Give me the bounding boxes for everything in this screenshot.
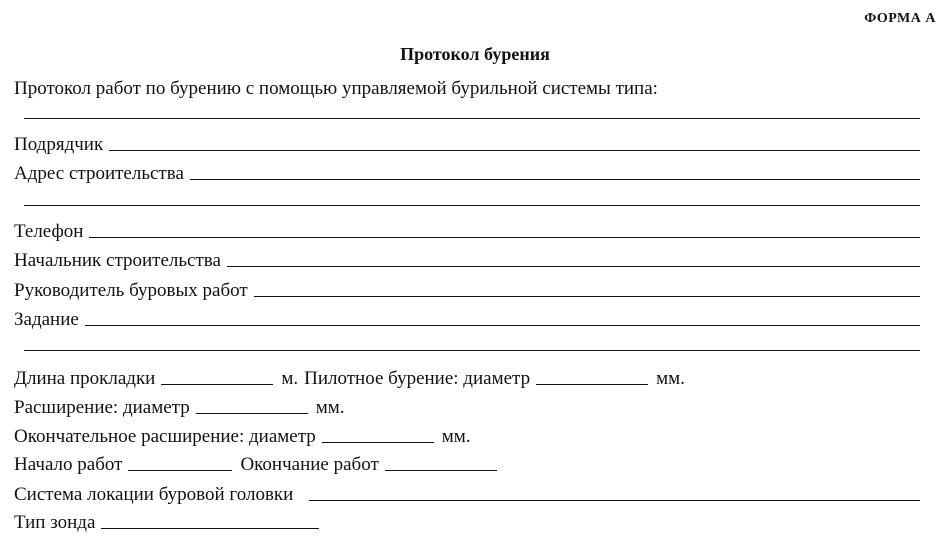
form-label: ФОРМА А	[864, 11, 936, 26]
task-field[interactable]	[85, 325, 920, 326]
unit-mm-label-2: мм.	[315, 397, 345, 418]
task-label: Задание	[14, 309, 79, 330]
site-address-row	[14, 159, 920, 185]
site-address-extra-line[interactable]	[24, 205, 920, 206]
final-reaming-row	[14, 422, 920, 448]
final-reaming-diameter-field[interactable]	[322, 442, 434, 443]
unit-mm-label-1: мм.	[656, 368, 685, 389]
pilot-diameter-field[interactable]	[536, 384, 648, 385]
site-manager-row	[14, 246, 920, 272]
drilling-manager-label: Руководитель буровых работ	[14, 280, 248, 301]
phone-row	[14, 217, 920, 243]
contractor-field[interactable]	[109, 150, 920, 151]
phone-label: Телефон	[14, 221, 84, 242]
work-dates-row	[14, 450, 920, 476]
contractor-label: Подрядчик	[14, 134, 104, 155]
intro-text: Протокол работ по бурению с помощью управляемой бурильной системы типа:	[14, 78, 658, 99]
drilling-manager-field[interactable]	[254, 296, 920, 297]
unit-m-label: м.	[281, 368, 299, 389]
reaming-row	[14, 393, 920, 419]
probe-type-row	[14, 508, 920, 534]
locating-system-field[interactable]	[309, 500, 920, 501]
contractor-row	[14, 130, 920, 156]
document-title: Протокол бурения	[400, 44, 550, 64]
probe-type-field[interactable]	[101, 528, 319, 529]
intro-blank-line[interactable]	[24, 118, 920, 119]
locating-system-label: Система локации буровой головки	[14, 484, 294, 505]
pilot-drilling-label: Пилотное бурение: диаметр	[304, 368, 531, 389]
laying-length-label: Длина прокладки	[14, 368, 156, 389]
phone-field[interactable]	[89, 237, 920, 238]
unit-mm-label-3: мм.	[441, 426, 471, 447]
task-row	[14, 305, 920, 331]
work-end-field[interactable]	[385, 470, 497, 471]
reaming-diameter-field[interactable]	[196, 413, 308, 414]
drilling-manager-row	[14, 276, 920, 302]
laying-length-field[interactable]	[161, 384, 273, 385]
work-end-label: Окончание работ	[240, 454, 379, 475]
probe-type-label: Тип зонда	[14, 512, 96, 533]
reaming-label: Расширение: диаметр	[14, 397, 190, 418]
final-reaming-label: Окончательное расширение: диаметр	[14, 426, 316, 447]
laying-length-row	[14, 364, 920, 390]
site-address-label: Адрес строительства	[14, 163, 184, 184]
task-extra-line[interactable]	[24, 350, 920, 351]
work-start-field[interactable]	[128, 470, 232, 471]
locating-system-row	[14, 480, 920, 506]
work-start-label: Начало работ	[14, 454, 123, 475]
site-manager-field[interactable]	[227, 266, 920, 267]
site-manager-label: Начальник строительства	[14, 250, 221, 271]
site-address-field[interactable]	[190, 179, 920, 180]
